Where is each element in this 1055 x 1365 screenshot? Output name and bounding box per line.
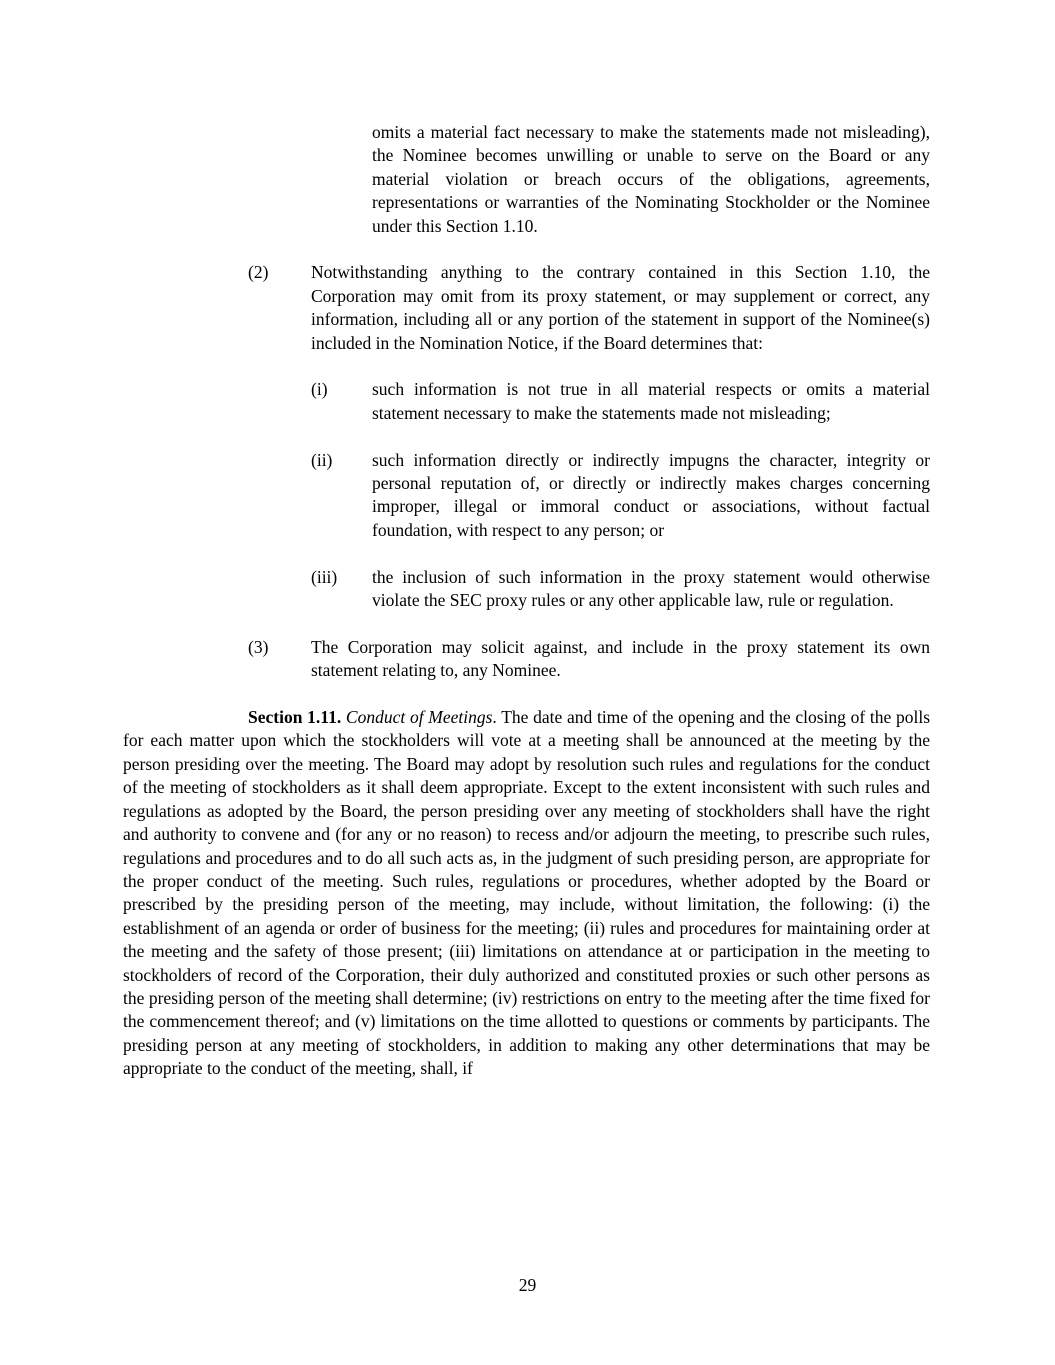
item-label: (3) [248,636,269,657]
section-title: Conduct of Meetings [345,707,493,728]
document-content [123,121,930,1081]
item-label: (iii) [311,566,338,587]
item-text: The Corporation may solicit against, and include in the proxy statement its own statement relating to, any Nominee. [311,636,930,681]
item-text: Notwithstanding anything to the contrary contained in this Section 1.10, the Corporation may omit from its proxy statement, or may supplement or correct, any information, including all or any portion of the statement in support of the Nominee(s) included in the Nomination Notice, if the Board determines that: [311,262,930,353]
list-item-3 [248,636,930,683]
sub-item-i [311,378,930,425]
item-label: (i) [311,379,328,400]
page-number: 29 [518,1275,537,1295]
item-label: (2) [248,262,269,283]
item-text: such information directly or indirectly impugns the character, integrity or personal reputation of, or directly or indirectly makes charges concerning improper, illegal or immoral conduct or associations, without factual foundation, with respect to any person; or [372,449,930,540]
section-body: . The date and time of the opening and the closing of the polls for each matter upon which the stockholders will vote at a meeting shall be announced at the meeting by the person presiding over the meeting. The Board may adopt by resolution such rules and regulations for the conduct of the meeting of stockholders as it shall deem appropriate. Except to the extent inconsistent with such rules and regulations as adopted by the Board, the person presiding over any meeting of stockholders shall have the right and authority to convene and (for any or no reason) to recess and/or adjourn the meeting, to prescribe such rules, regulations and procedures and to do all such acts as, in the judgment of such presiding person, are appropriate for the proper conduct of the meeting. Such rules, regulations or procedures, whether adopted by the Board or prescribed by the presiding person of the meeting, may include, without limitation, the following: (i) the establishment of an agenda or order of business for the meeting; (ii) rules and procedures for maintaining order at the meeting and the safety of those present; (iii) limitations on attendance at or participation in the meeting to stockholders of record of the Corporation, their duly authorized and constituted proxies or such other persons as the presiding person of the meeting shall determine; (iv) restrictions on entry to the meeting after the time fixed for the commencement thereof; and (v) limitations on the time allotted to questions or comments by participants. The presiding person at any meeting of stockholders, in addition to making any other determinations that may be appropriate to the conduct of the meeting, shall, if [123,707,931,1079]
section-1-11-paragraph [123,706,930,1081]
section-heading: Section 1.11. [248,707,342,728]
list-item-2 [248,261,930,355]
item-label: (ii) [311,449,333,470]
continuation-paragraph: omits a material fact necessary to make the statements made not misleading), the Nominee becomes unwilling or unable to serve on the Board or any material violation or breach occurs of the obligations, agreements, representations or warranties of the Nominating Stockholder or the Nominee under this Section 1.10. [372,122,930,236]
item-text: the inclusion of such information in the proxy statement would otherwise violate the SEC proxy rules or any other applicable law, rule or regulation. [372,566,930,611]
item-text: such information is not true in all material respects or omits a material statement necessary to make the statements made not misleading; [372,379,930,423]
sub-item-iii [311,566,930,613]
sub-item-ii [311,449,930,543]
